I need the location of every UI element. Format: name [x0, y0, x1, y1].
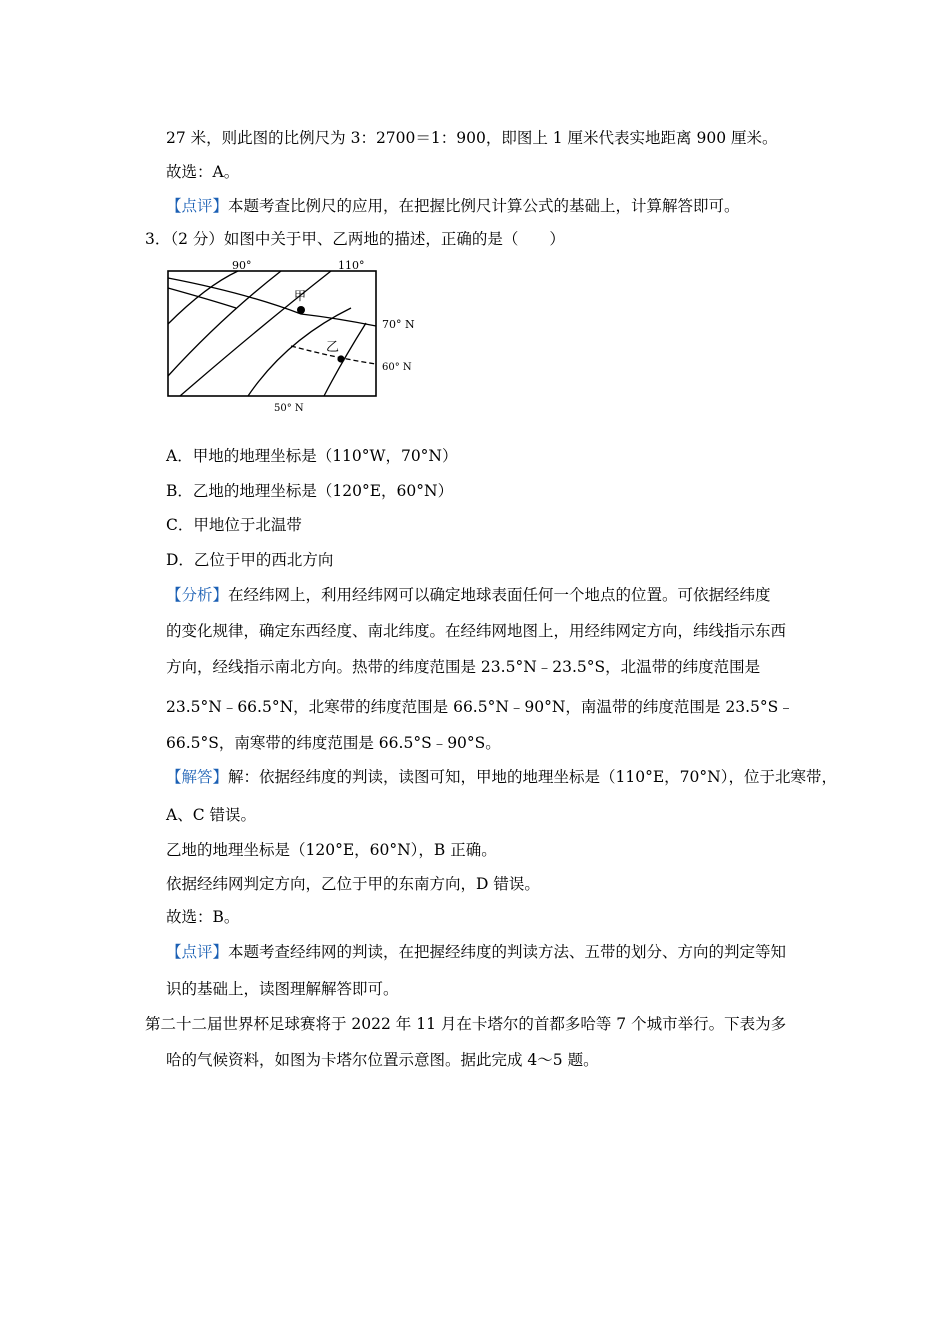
analysis-text-5: 66.5°S，南寒带的纬度范围是 66.5°S﹣90°S。 — [166, 734, 501, 752]
question-3-stem: 3．（2 分）如图中关于甲、乙两地的描述，正确的是（ ） — [145, 230, 565, 248]
label-lat-70: 70° N — [382, 318, 415, 331]
answer-tag: 【解答】 — [166, 768, 229, 786]
figure-frame — [168, 271, 376, 396]
meridian-line — [324, 323, 366, 396]
point-yi-marker — [337, 355, 344, 362]
label-point-jia: 甲 — [294, 289, 307, 303]
text-line-2: 故选：A。 — [166, 163, 240, 181]
analysis-text-3: 方向，经线指示南北方向。热带的纬度范围是 23.5°N﹣23.5°S，北温带的纬度范围是 — [166, 658, 761, 676]
next-question-intro-2: 哈的气候资料，如图为卡塔尔位置示意图。据此完成 4～5 题。 — [166, 1051, 599, 1069]
comment-tag-2: 【点评】 — [166, 943, 229, 961]
answer-text-1: 解：依据经纬度的判读，读图可知，甲地的地理坐标是（110°E，70°N），位于北寒带， — [228, 768, 837, 786]
label-lon-90: 90° — [232, 259, 252, 272]
comment-paragraph-1 — [166, 196, 740, 216]
label-lat-50: 50° N — [274, 403, 304, 414]
comment-text-3: 识的基础上，读图理解解答即可。 — [166, 980, 399, 998]
lat-lon-grid-svg — [166, 258, 426, 418]
answer-text-5: 故选：B。 — [166, 908, 240, 926]
option-b: B．乙地的地理坐标是（120°E，60°N） — [166, 482, 454, 500]
answer-text-4: 依据经纬网判定方向，乙位于甲的东南方向，D 错误。 — [166, 875, 540, 893]
comment-text: 本题考查比例尺的应用，在把握比例尺计算公式的基础上，计算解答即可。 — [228, 197, 740, 215]
option-c: C．甲地位于北温带 — [166, 516, 302, 534]
analysis-paragraph — [166, 585, 771, 605]
comment-text-2: 本题考查经纬网的判读，在把握经纬度的判读方法、五带的划分、方向的判定等知 — [228, 943, 787, 961]
answer-text-2: A、C 错误。 — [166, 806, 256, 824]
comment-paragraph-2 — [166, 942, 786, 962]
lat-lon-grid-figure — [166, 258, 426, 418]
point-jia-marker — [297, 306, 305, 314]
text-line-1: 27 米，则此图的比例尺为 3：2700＝1：900，即图上 1 厘米代表实地距离 900 厘米。 — [166, 129, 778, 147]
analysis-text-4: 23.5°N﹣66.5°N，北寒带的纬度范围是 66.5°N﹣90°N，南温带的纬度范围是 23.5°S﹣ — [166, 698, 794, 716]
analysis-tag: 【分析】 — [166, 586, 229, 604]
meridian-line — [168, 271, 281, 376]
label-lon-110: 110° — [338, 259, 365, 272]
option-a: A．甲地的地理坐标是（110°W，70°N） — [166, 447, 458, 465]
option-d: D．乙位于甲的西北方向 — [166, 551, 334, 569]
label-lat-60: 60° N — [382, 362, 412, 373]
analysis-text-1: 在经纬网上，利用经纬网可以确定地球表面任何一个地点的位置。可依据经纬度 — [228, 586, 771, 604]
label-point-yi: 乙 — [326, 340, 340, 355]
answer-paragraph — [166, 767, 837, 787]
analysis-text-2: 的变化规律，确定东西经度、南北纬度。在经纬网地图上，用经纬网定方向，纬线指示东西 — [166, 622, 787, 640]
next-question-intro-1: 第二十二届世界杯足球赛将于 2022 年 11 月在卡塔尔的首都多哈等 7 个城市举行。下表为多 — [145, 1015, 787, 1033]
answer-text-3: 乙地的地理坐标是（120°E，60°N），B 正确。 — [166, 841, 497, 859]
comment-tag: 【点评】 — [166, 197, 229, 215]
